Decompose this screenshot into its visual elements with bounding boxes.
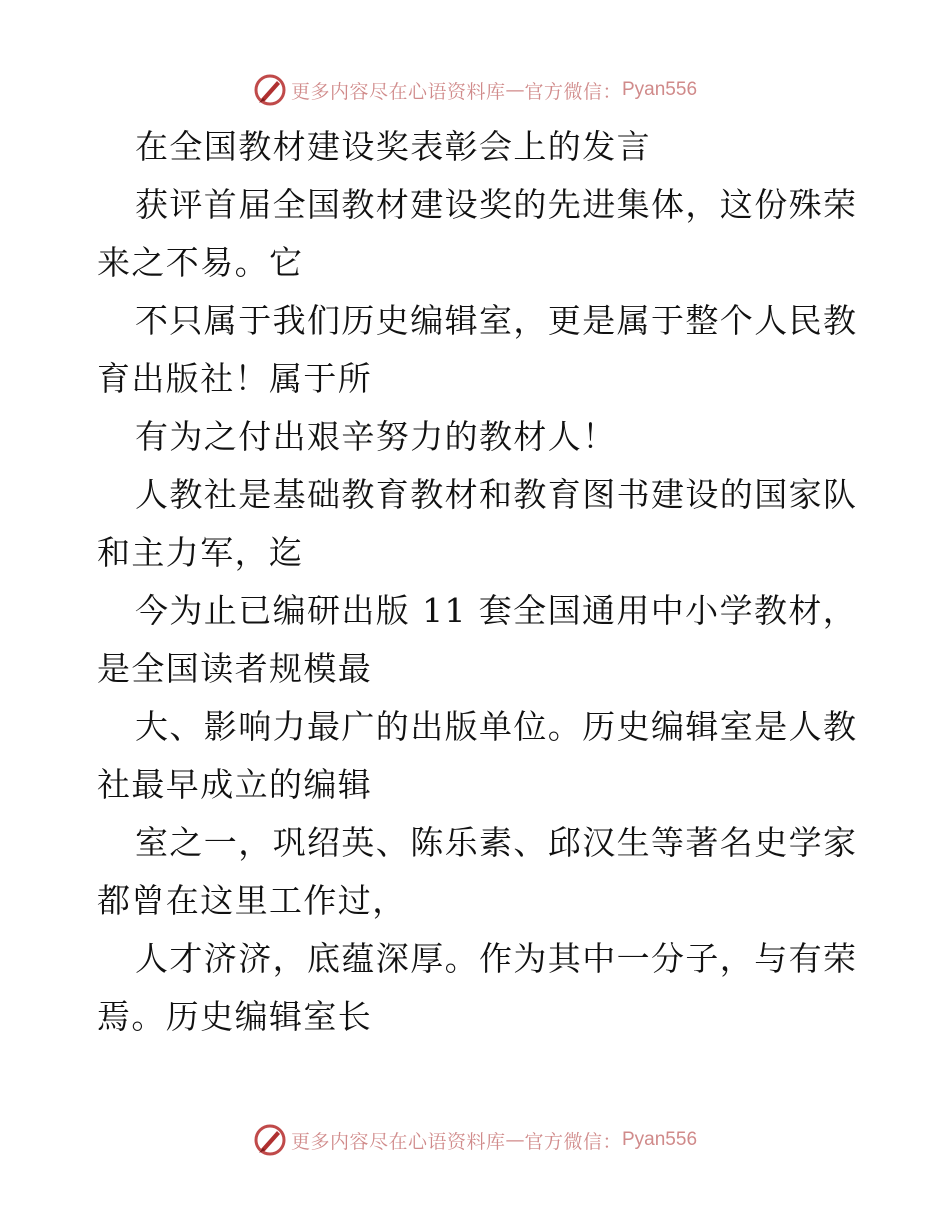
paragraph-line: 人教社是基础教育教材和教育图书建设的国家队 [135,475,858,514]
footer-separator: — [505,1129,525,1151]
paragraph-line: 焉。历史编辑室长 [97,997,373,1036]
header-banner [0,70,950,110]
paragraph-line: 今为止已编研出版 11 套全国通用中小学教材， [135,591,858,630]
footer-site-text: 更多内容尽在心语资料库 [290,1130,506,1153]
paragraph-line: 室之一，巩绍英、陈乐素、邱汉生等著名史学家 [135,823,858,862]
document-title: 在全国教材建设奖表彰会上的发言 [135,127,651,166]
paragraph-line: 育出版社！属于所 [97,359,373,398]
quill-pen-logo-icon [253,73,287,107]
paragraph-line: 来之不易。它 [97,243,304,282]
footer-contact-label: 官方微信： [524,1130,622,1153]
paragraph-line: 都曾在这里工作过， [97,881,407,920]
header-contact-code: Pyan556 [622,79,698,100]
paragraph-line: 是全国读者规模最 [97,649,373,688]
paragraph-line: 获评首届全国教材建设奖的先进集体，这份殊荣 [135,185,858,224]
document-body [97,118,857,1046]
paragraph-line: 大、影响力最广的出版单位。历史编辑室是人教 [135,707,858,746]
header-site-text: 更多内容尽在心语资料库 [290,80,506,103]
paragraph-line: 有为之付出艰辛努力的教材人！ [135,417,617,456]
header-contact-label: 官方微信： [524,80,622,103]
footer-banner [0,1120,950,1160]
paragraph-line: 和主力军，迄 [97,533,304,572]
paragraph-line: 社最早成立的编辑 [97,765,373,804]
header-separator: — [505,79,525,101]
footer-contact-code: Pyan556 [622,1129,698,1150]
paragraph-line: 人才济济，底蕴深厚。作为其中一分子，与有荣 [135,939,858,978]
paragraph-line: 不只属于我们历史编辑室，更是属于整个人民教 [135,301,858,340]
quill-pen-logo-icon [253,1123,287,1157]
